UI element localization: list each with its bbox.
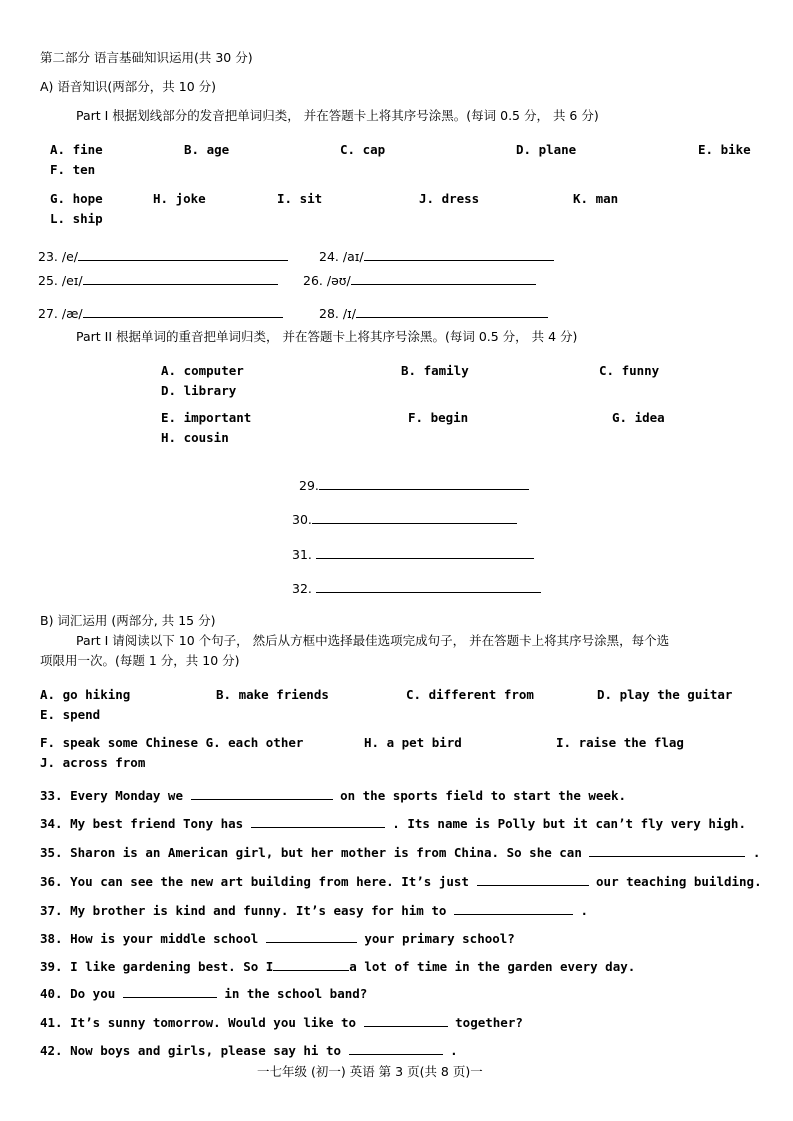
- stress-blank-29[interactable]: 29.: [299, 477, 529, 493]
- part-b1-instruction-line2: 项限用一次。(每题 1 分，共 10 分): [40, 653, 240, 668]
- answer-blank[interactable]: [251, 816, 385, 828]
- word-option: G. hope: [50, 191, 103, 206]
- part-b-heading: B) 词汇运用 (两部分, 共 15 分): [40, 613, 216, 628]
- part-a1-instruction: Part I 根据划线部分的发音把单词归类， 并在答题卡上将其序号涂黑。(每词 0.5 分， 共 6 分): [76, 108, 599, 123]
- question-35: 35. Sharon is an American girl, but her mother is from China. So she can .: [40, 845, 761, 860]
- question-38: 38. How is your middle school your primary school?: [40, 931, 515, 946]
- question-41: 41. It’s sunny tomorrow. Would you like to together?: [40, 1015, 523, 1030]
- stress-option: B. family: [401, 363, 469, 378]
- word-option: H. joke: [153, 191, 206, 206]
- stress-option: G. idea: [612, 410, 665, 425]
- answer-blank[interactable]: [349, 1043, 443, 1055]
- phonetic-blank-28[interactable]: 28. /ɪ/: [319, 305, 548, 321]
- phonetic-blank-23[interactable]: 23. /e/: [38, 248, 288, 264]
- word-option: E. bike: [698, 142, 751, 157]
- vocab-option: B. make friends: [216, 687, 329, 702]
- vocab-option: E. spend: [40, 707, 101, 722]
- word-option: L. ship: [50, 211, 103, 226]
- question-36: 36. You can see the new art building from here. It’s just our teaching building.: [40, 874, 762, 889]
- stress-blank-30[interactable]: 30.: [292, 511, 517, 527]
- vocab-option: J. across from: [40, 755, 146, 770]
- stress-option: H. cousin: [161, 430, 229, 445]
- question-39: 39. I like gardening best. So I a lot of time in the garden every day.: [40, 959, 636, 974]
- stress-option: C. funny: [599, 363, 660, 378]
- answer-blank[interactable]: [273, 959, 349, 971]
- stress-blank-32[interactable]: 32.: [292, 580, 541, 596]
- stress-option: E. important: [161, 410, 252, 425]
- stress-option: F. begin: [408, 410, 469, 425]
- phonetic-blank-24[interactable]: 24. /aɪ/: [319, 248, 554, 264]
- question-37: 37. My brother is kind and funny. It’s easy for him to .: [40, 903, 588, 918]
- stress-option: D. library: [161, 383, 237, 398]
- stress-blank-31[interactable]: 31.: [292, 546, 534, 562]
- answer-blank[interactable]: [454, 903, 573, 915]
- question-40: 40. Do you in the school band?: [40, 986, 368, 1001]
- page-footer: 一七年级 (初一) 英语 第 3 页(共 8 页)一: [257, 1064, 483, 1079]
- vocab-option: C. different from: [406, 687, 534, 702]
- part-a2-instruction: Part II 根据单词的重音把单词归类， 并在答题卡上将其序号涂黑。(每词 0.5 分， 共 4 分): [76, 329, 578, 344]
- part-a-heading: A) 语音知识(两部分，共 10 分): [40, 79, 217, 94]
- vocab-option: F. speak some Chinese G. each other: [40, 735, 304, 750]
- answer-blank[interactable]: [477, 874, 589, 886]
- stress-option: A. computer: [161, 363, 244, 378]
- question-33: 33. Every Monday we on the sports field to start the week.: [40, 788, 627, 803]
- word-option: B. age: [184, 142, 230, 157]
- vocab-option: D. play the guitar: [597, 687, 733, 702]
- question-34: 34. My best friend Tony has . Its name is Polly but it can’t fly very high.: [40, 816, 746, 831]
- answer-blank[interactable]: [191, 788, 333, 800]
- answer-blank[interactable]: [589, 845, 745, 857]
- answer-blank[interactable]: [266, 931, 357, 943]
- phonetic-blank-27[interactable]: 27. /æ/: [38, 305, 283, 321]
- answer-blank[interactable]: [364, 1015, 448, 1027]
- word-option: I. sit: [277, 191, 323, 206]
- word-option: D. plane: [516, 142, 577, 157]
- vocab-option: H. a pet bird: [364, 735, 462, 750]
- vocab-option: I. raise the flag: [556, 735, 684, 750]
- word-option: K. man: [573, 191, 619, 206]
- question-42: 42. Now boys and girls, please say hi to .: [40, 1043, 458, 1058]
- phonetic-blank-26[interactable]: 26. /əʊ/: [303, 272, 536, 288]
- word-option: F. ten: [50, 162, 96, 177]
- phonetic-blank-25[interactable]: 25. /eɪ/: [38, 272, 278, 288]
- vocab-option: A. go hiking: [40, 687, 131, 702]
- word-option: C. cap: [340, 142, 386, 157]
- answer-blank[interactable]: [123, 986, 217, 998]
- section-title: 第二部分 语言基础知识运用(共 30 分): [40, 50, 253, 65]
- word-option: J. dress: [419, 191, 480, 206]
- word-option: A. fine: [50, 142, 103, 157]
- part-b1-instruction-line1: Part I 请阅读以下 10 个句子， 然后从方框中选择最佳选项完成句子， 并在答题卡上将其序号涂黑，每个选: [76, 633, 670, 648]
